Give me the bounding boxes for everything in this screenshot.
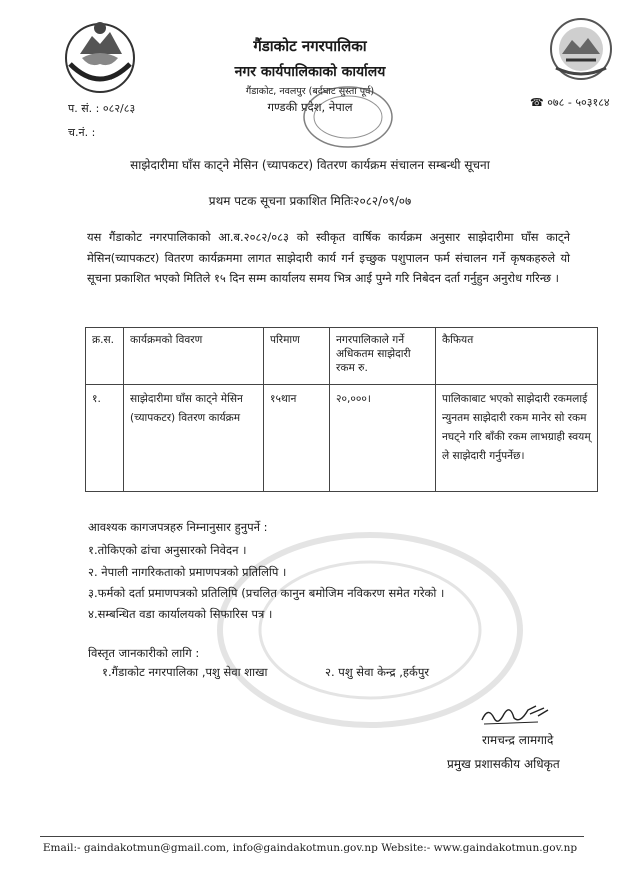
table-cell: १५थान bbox=[264, 385, 330, 492]
table-cell: साझेदारीमा घाँस काट्ने मेसिन (च्यापकटर) वितरण कार्यक्रम bbox=[124, 385, 264, 492]
requirement-item: २. नेपाली नागरिकताको प्रमाणपत्रको प्रतिलिपि । bbox=[88, 565, 287, 579]
signatory-title: प्रमुख प्रशासकीय अधिकृत bbox=[447, 757, 560, 771]
telephone-icon: ☎ bbox=[530, 96, 544, 109]
ref-value: ०८२/८३ bbox=[102, 102, 136, 115]
contact-item: १.गैंडाकोट नगरपालिका ,पशु सेवा शाखा bbox=[102, 665, 268, 679]
ref-label: प. सं. : bbox=[68, 102, 100, 115]
phone bbox=[530, 95, 610, 110]
contact-item: २. पशु सेवा केन्द्र ,हर्कपुर bbox=[325, 665, 430, 679]
requirements-title: आवश्यक कागजपत्रहरु निम्नानुसार हुनुपर्ने : bbox=[88, 520, 268, 534]
table-header-cell: कैफियत bbox=[436, 328, 598, 385]
requirement-item: ४.सम्बन्धित वडा कार्यालयको सिफारिस पत्र । bbox=[88, 607, 273, 621]
phone-number: ०७८ - ५०३१८४ bbox=[547, 96, 610, 109]
reference-number bbox=[68, 101, 135, 116]
footer-divider bbox=[40, 836, 584, 837]
table-header-row bbox=[86, 328, 598, 385]
notice-subject: साझेदारीमा घाँस काट्ने मेसिन (च्यापकटर) वितरण कार्यक्रम संचालन सम्बन्धी सूचना bbox=[130, 158, 490, 172]
table-header-cell: क्र.स. bbox=[86, 328, 124, 385]
office-subtitle: नगर कार्यपालिकाको कार्यालय bbox=[234, 64, 386, 80]
table-cell: २०,०००। bbox=[330, 385, 436, 492]
table-header-cell: नगरपालिकाले गर्ने अधिकतम साझेदारी रकम रु. bbox=[330, 328, 436, 385]
program-table bbox=[85, 327, 598, 492]
office-address: गैंडाकोट, नवलपुर (बर्दघाट सुस्ता पूर्व) bbox=[245, 86, 375, 97]
notice-paragraph: यस गैंडाकोट नगरपालिकाको आ.ब.२०८२/०८३ को स्वीकृत वार्षिक कार्यक्रम अनुसार साझेदारीमा घाँस काट्ने मेसिन(च्यापकटर) वितरण कार्यक्रममा लागत साझेदारी कार्य गर्न इच्छुक पशुपालन फर्म संचालन गर्ने कृषकहरुले यो सूचना प्रकाशित भएको मितिले १५ दिन सम्म कार्यालय समय भित्र आई पुग्ने गरि निबेदन दर्ता गर्नुहुन अनुरोध गरिन्छ । bbox=[87, 230, 570, 285]
footer-contact: Email:- gaindakotmun@gmail.com, info@gaindakotmun.gov.np Website:- www.gaindakotmun.gov.np bbox=[42, 842, 578, 854]
table-cell: १. bbox=[86, 385, 124, 492]
office-province: गण्डकी प्रदेश, नेपाल bbox=[267, 100, 353, 114]
office-name: गैंडाकोट नगरपालिका bbox=[253, 37, 367, 55]
signatory-name: रामचन्द्र लामगादे bbox=[482, 733, 554, 747]
handwritten-signature bbox=[478, 700, 552, 730]
dispatch-number: च.नं. : bbox=[68, 126, 96, 139]
table-header-cell: परिमाण bbox=[264, 328, 330, 385]
table-row bbox=[86, 385, 598, 492]
table-header-cell: कार्यक्रमको विवरण bbox=[124, 328, 264, 385]
office-stamp bbox=[300, 82, 396, 152]
requirement-item: ३.फर्मको दर्ता प्रमाणपत्रको प्रतिलिपि (प्रचलित कानुन बमोजिम नविकरण समेत गरेको । bbox=[88, 586, 445, 600]
publication-date: प्रथम पटक सूचना प्रकाशित मितिः२०८२/०९/०७ bbox=[208, 194, 412, 208]
table-cell: पालिकाबाट भएको साझेदारी रकमलाई न्युनतम साझेदारी रकम मानेर सो रकम नघट्ने गरि बाँकी रकम लाभग्राही स्वयम् ले साझेदारी गर्नुपर्नेछ। bbox=[436, 385, 598, 492]
requirement-item: १.तोकिएको ढांचा अनुसारको निवेदन । bbox=[88, 543, 247, 557]
info-label: विस्तृत जानकारीको लागि : bbox=[88, 646, 200, 660]
